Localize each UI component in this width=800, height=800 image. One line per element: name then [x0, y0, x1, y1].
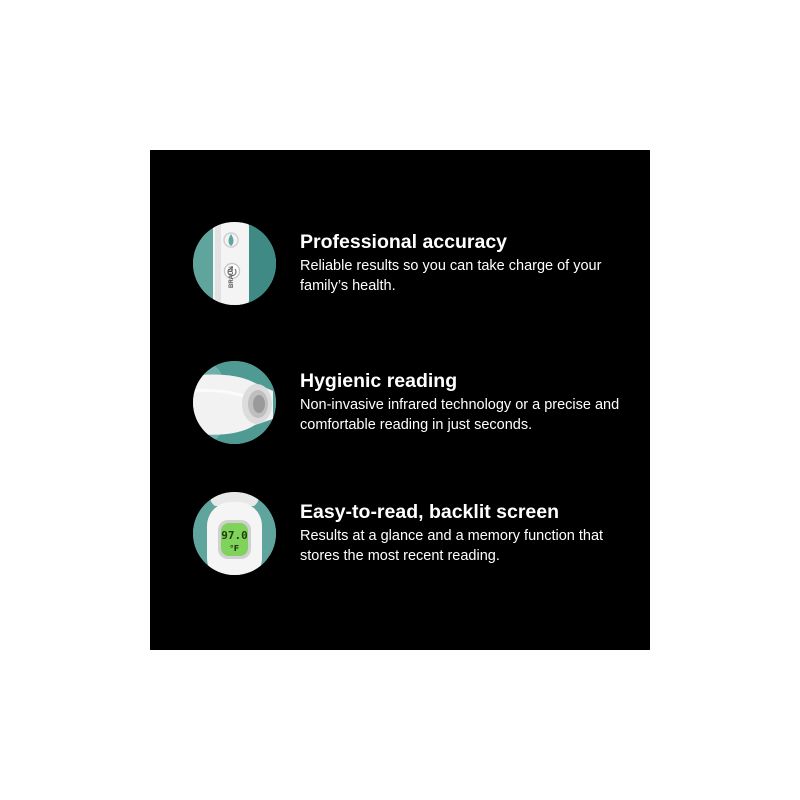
thermometer-front-icon: [193, 222, 276, 305]
thermometer-display-icon: [193, 492, 276, 575]
feature-item-accuracy: [193, 222, 633, 306]
feature-description: Results at a glance and a memory function that stores the most recent reading.: [300, 528, 604, 564]
feature-description: Reliable results so you can take charge of your family’s health.: [300, 258, 602, 294]
feature-title: Hygienic reading: [300, 370, 458, 392]
brand-mark: BRAUN: [229, 266, 235, 288]
feature-item-hygienic: [193, 361, 633, 445]
thermometer-sensor-icon: [193, 361, 276, 444]
feature-panel: [150, 150, 650, 650]
display-unit: °F: [229, 544, 240, 553]
feature-title: Professional accuracy: [300, 231, 508, 253]
display-reading: 97.0: [221, 529, 248, 542]
feature-title: Easy-to-read, backlit screen: [300, 501, 560, 523]
feature-item-backlit-screen: [193, 492, 633, 576]
feature-description: Non-invasive infrared technology or a precise and comfortable reading in just seconds.: [300, 397, 620, 433]
